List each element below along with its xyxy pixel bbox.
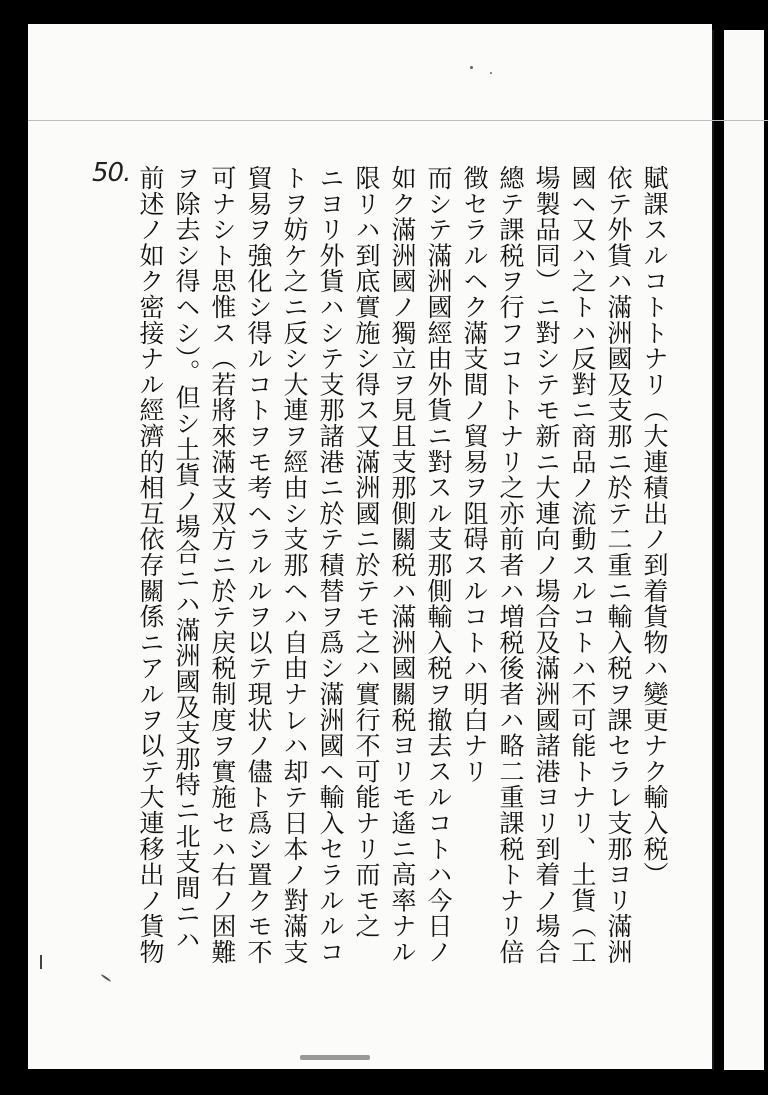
scan-speck [490, 72, 492, 74]
text-column: 可ナシト思惟ス（若將來滿支双方ニ於テ戻税制度ヲ實施セハ右ノ困難 [208, 165, 237, 965]
text-column: ヲ除去シ得ヘシ）。但シ土貨ノ場合ニハ滿洲國及支那特ニ北支間ニハ [172, 165, 201, 953]
text-column: 賦課スルコトトナリ（大連積出ノ到着貨物ハ變更ナク輸入税） [640, 165, 669, 888]
text-column: 依テ外貨ハ滿洲國及支那ニ於テ二重ニ輸入税ヲ課セラレ支那ヨリ滿洲 [604, 165, 633, 965]
text-column: 國ヘ又ハ之トハ反對ニ商品ノ流動スルコトハ不可能トナリ、土貨（工 [568, 165, 597, 965]
text-column: トヲ妨ケ之ニ反シ大連ヲ經由シ支那ヘハ自由ナレハ却テ日本ノ對滿支 [280, 165, 309, 965]
page-number: 50. [92, 158, 131, 188]
scan-speck [40, 955, 42, 969]
text-column: ニヨリ外貨ハシテ支那諸港ニ於テ積替ヲ爲シ滿洲國ヘ輸入セラルルコ [316, 165, 345, 965]
page-binding-line [712, 30, 714, 1070]
text-column: 限リハ到底實施シ得ス又滿洲國ニ於テモ之ハ實行不可能ナリ而モ之 [352, 165, 381, 939]
text-column: 貿易ヲ強化シ得ルコトヲモ考ヘラルルヲ以テ現状ノ儘ト爲シ置クモ不 [244, 165, 273, 965]
text-column: 前述ノ如ク密接ナル經濟的相互依存關係ニアルヲ以テ大連移出ノ貨物 [136, 165, 165, 965]
text-column: 而シテ滿洲國經由外貨ニ對スル支那側輸入税ヲ撤去スルコトハ今日ノ [424, 165, 453, 965]
text-column: 如ク滿洲國ノ獨立ヲ見且支那側關税ハ滿洲國關税ヨリモ遙ニ高率ナル [388, 165, 417, 965]
header-rule [28, 120, 768, 121]
text-column: 場製品同）ニ對シテモ新ニ大連向ノ場合及滿洲國諸港ヨリ到着ノ場合 [532, 165, 561, 965]
scan-speck [300, 1055, 370, 1060]
scan-speck [470, 66, 473, 69]
text-column: 總テ課税ヲ行フコトトナリ之亦前者ハ増税後者ハ略二重課税トナリ倍 [496, 165, 525, 965]
adjacent-page-edge [724, 30, 764, 1070]
text-column: 徴セラルヘク滿支間ノ貿易ヲ阻碍スルコトハ明白ナリ [460, 165, 489, 785]
